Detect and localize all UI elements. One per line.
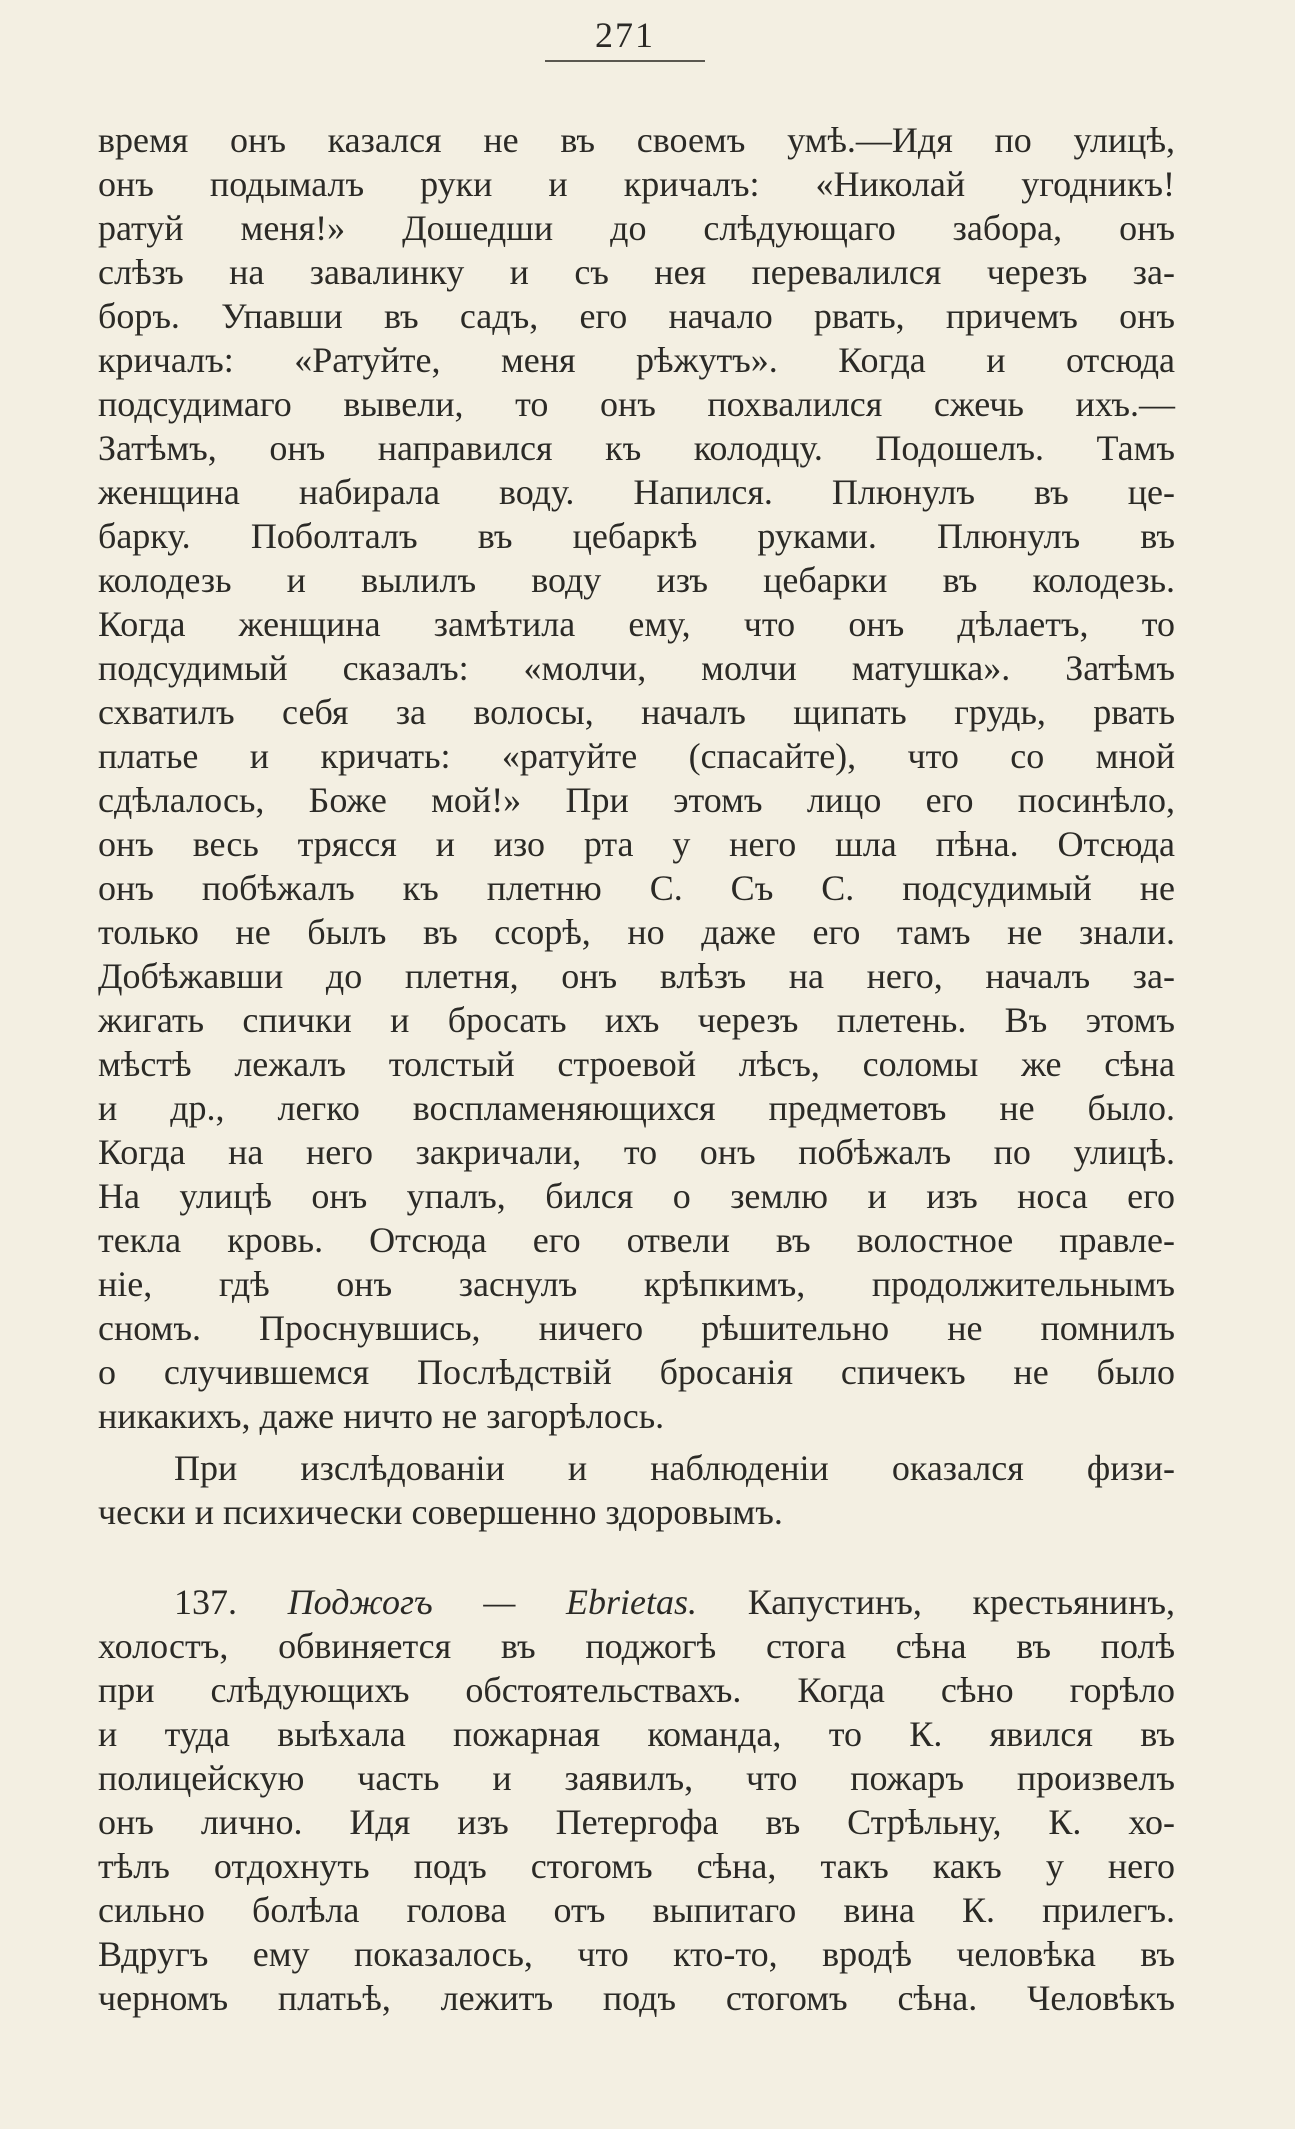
text-line: онъ весь трясся и изо рта у него шла пѣна. Отсюда (98, 824, 1175, 864)
header-rule (545, 60, 705, 62)
case-title: Поджогъ — Ebrietas. (287, 1582, 698, 1622)
text-line: Вдругъ ему показалось, что кто-то, вродѣ человѣка въ (98, 1934, 1175, 1974)
case-heading-rest: Капустинъ, крестьянинъ, (697, 1582, 1176, 1622)
text-line: тѣлъ отдохнуть подъ стогомъ сѣна, такъ какъ у него (98, 1846, 1175, 1886)
text-line: онъ подымалъ руки и кричалъ: «Николай угодникъ! (98, 164, 1175, 204)
text-line: ратуй меня!» Дошедши до слѣдующаго забора, онъ (98, 208, 1175, 248)
text-line: время онъ казался не въ своемъ умѣ.—Идя по улицѣ, (98, 120, 1175, 160)
text-line: никакихъ, даже ничто не загорѣлось. (98, 1396, 665, 1436)
text-line: подсудимаго вывели, то онъ похвалился сжечь ихъ.— (98, 384, 1175, 424)
text-line: сдѣлалось, Боже мой!» При этомъ лицо его посинѣло, (98, 780, 1175, 820)
text-line: женщина набирала воду. Напился. Плюнулъ въ це- (98, 472, 1175, 512)
paragraph-continued-case (98, 118, 1175, 1438)
text-line: На улицѣ онъ упалъ, бился о землю и изъ носа его (98, 1176, 1175, 1216)
text-line: подсудимый сказалъ: «молчи, молчи матушка». Затѣмъ (98, 648, 1175, 688)
text-line: платье и кричать: «ратуйте (спасайте), что со мной (98, 736, 1175, 776)
text-line: Затѣмъ, онъ направился къ колодцу. Подошелъ. Тамъ (98, 428, 1175, 468)
text-line: нiе, гдѣ онъ заснулъ крѣпкимъ, продолжительнымъ (98, 1264, 1175, 1304)
text-line: кричалъ: «Ратуйте, меня рѣжутъ». Когда и отсюда (98, 340, 1175, 380)
text-line: колодезь и вылилъ воду изъ цебарки въ колодезь. (98, 560, 1175, 600)
text-line: только не былъ въ ссорѣ, но даже его тамъ не знали. (98, 912, 1175, 952)
text-line: слѣзъ на завалинку и съ нея перевалился черезъ за- (98, 252, 1175, 292)
paragraph-examination-result (98, 1446, 1175, 1534)
text-line: Добѣжавши до плетня, онъ влѣзъ на него, началъ за- (98, 956, 1175, 996)
case-number: 137. (174, 1582, 237, 1622)
case-137-paragraph (98, 1580, 1175, 2020)
text-line: Когда на него закричали, то онъ побѣжалъ по улицѣ. (98, 1132, 1175, 1172)
text-line: жигать спички и бросать ихъ черезъ плетень. Въ этомъ (98, 1000, 1175, 1040)
text-line: онъ побѣжалъ къ плетню С. Съ С. подсудимый не (98, 868, 1175, 908)
text-line: текла кровь. Отсюда его отвели въ волостное правле- (98, 1220, 1175, 1260)
text-line: мѣстѣ лежалъ толстый строевой лѣсъ, соломы же сѣна (98, 1044, 1175, 1084)
text-line: черномъ платьѣ, лежитъ подъ стогомъ сѣна. Человѣкъ (98, 1978, 1175, 2018)
text-line: при слѣдующихъ обстоятельствахъ. Когда сѣно горѣло (98, 1670, 1175, 1710)
text-line: При изслѣдованiи и наблюденiи оказался физи- (174, 1448, 1175, 1488)
text-line: онъ лично. Идя изъ Петергофа въ Стрѣльну, К. хо- (98, 1802, 1175, 1842)
text-line: и туда выѣхала пожарная команда, то К. явился въ (98, 1714, 1175, 1754)
text-line: и др., легко воспламеняющихся предметовъ не было. (98, 1088, 1175, 1128)
text-line: схватилъ себя за волосы, началъ щипать грудь, рвать (98, 692, 1175, 732)
page-number: 271 (595, 15, 655, 55)
text-line: сномъ. Проснувшись, ничего рѣшительно не помнилъ (98, 1308, 1175, 1348)
text-line: холостъ, обвиняется въ поджогѣ стога сѣна въ полѣ (98, 1626, 1175, 1666)
case-heading-line (98, 1580, 1175, 1624)
text-line: о случившемся Послѣдствiй бросанiя спичекъ не было (98, 1352, 1175, 1392)
text-line: боръ. Упавши въ садъ, его начало рвать, причемъ онъ (98, 296, 1175, 336)
text-line: барку. Поболталъ въ цебаркѣ руками. Плюнулъ въ (98, 516, 1175, 556)
text-line: Когда женщина замѣтила ему, что онъ дѣлаетъ, то (98, 604, 1175, 644)
text-line: сильно болѣла голова отъ выпитаго вина К. прилегъ. (98, 1890, 1175, 1930)
text-line: полицейскую часть и заявилъ, что пожаръ произвелъ (98, 1758, 1175, 1798)
text-line: чески и психически совершенно здоровымъ. (98, 1492, 783, 1532)
